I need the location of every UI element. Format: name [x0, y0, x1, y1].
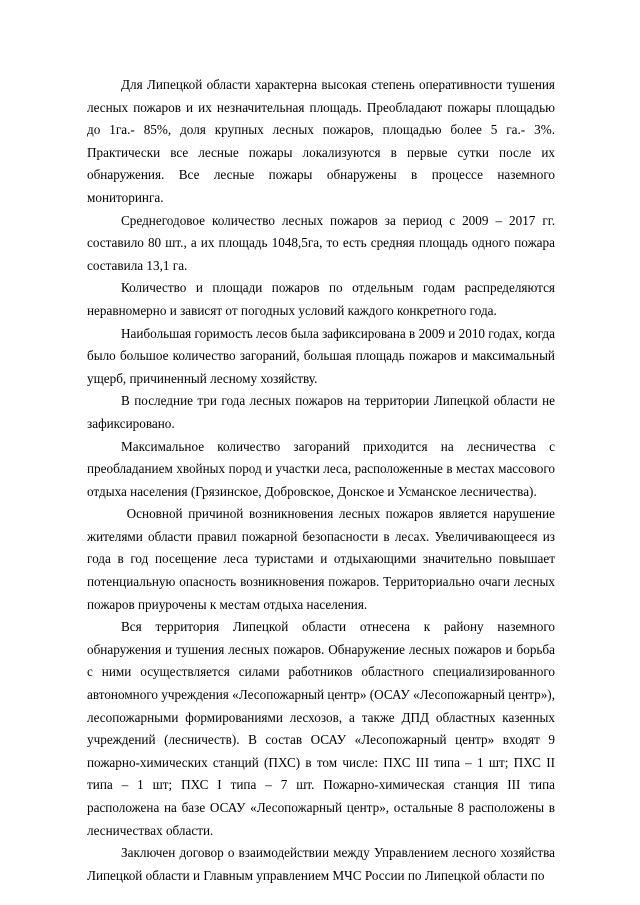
paragraph-peak-years: Наибольшая горимость лесов была зафиксирована в 2009 и 2010 годах, когда было большое количество загораний, большая площадь пожаров и максимальный ущерб, причиненный лесному хозяйству.	[87, 325, 555, 386]
document-page	[87, 74, 559, 887]
paragraph-fire-efficiency: Для Липецкой области характерна высокая степень оперативности тушения лесных пожаров и их незначительная площадь. Преобладают пожары площадью до 1га.- 85%, доля крупных лесных пожаров, площадью более 5 га.- 3%. Практически все лесные пожары локализуются в первые сутки после их обнаружения. Все лесные пожары обнаружены в процессе наземного мониторинга.	[87, 77, 555, 205]
paragraph-agreement: Заключен договор о взаимодействии между Управлением лесного хозяйства Липецкой области и Главным управлением МЧС России по Липецкой области по	[87, 845, 555, 883]
paragraph-average-fires: Среднегодовое количество лесных пожаров за период с 2009 – 2017 гг. составило 80 шт., а их площадь 1048,5га, то есть средняя площадь одного пожара составила 13,1 га.	[87, 212, 555, 273]
paragraph-detection-territory: Вся территория Липецкой области отнесена к району наземного обнаружения и тушения лесных пожаров. Обнаружение лесных пожаров и борьба с ними осуществляется силами работников областного специализированного автономного учреждения «Лесопожарный центр» (ОСАУ «Лесопожарный центр»), лесопожарными формированиями лесхозов, а также ДПД областных казенных учреждений (лесничеств). В состав ОСАУ «Лесопожарный центр» входят 9 пожарно-химических станций (ПХС) в том числе: ПХС III типа – 1 шт; ПХС II типа – 1 шт; ПХС I типа – 7 шт. Пожарно-химическая станция III типа расположена на базе ОСАУ «Лесопожарный центр», остальные 8 расположены в лесничествах области.	[87, 619, 555, 838]
paragraph-yearly-distribution: Количество и площади пожаров по отдельным годам распределяются неравномерно и зависят от погодных условий каждого конкретного года.	[87, 280, 555, 318]
paragraph-main-cause: Основной причиной возникновения лесных пожаров является нарушение жителями области правил пожарной безопасности в лесах. Увеличивающееся из года в год посещение леса туристами и отдыхающими значительно повышает потенциальную опасность возникновения пожаров. Территориально очаги лесных пожаров приурочены к местам отдыха населения.	[87, 506, 559, 612]
paragraph-max-ignitions: Максимальное количество загораний приходится на лесничества с преобладанием хвойных пород и участки леса, расположенные в местах массового отдыха населения (Грязинское, Добровское, Донское и Усманское лесничества).	[87, 438, 555, 499]
paragraph-last-three-years: В последние три года лесных пожаров на территории Липецкой области не зафиксировано.	[87, 393, 555, 431]
